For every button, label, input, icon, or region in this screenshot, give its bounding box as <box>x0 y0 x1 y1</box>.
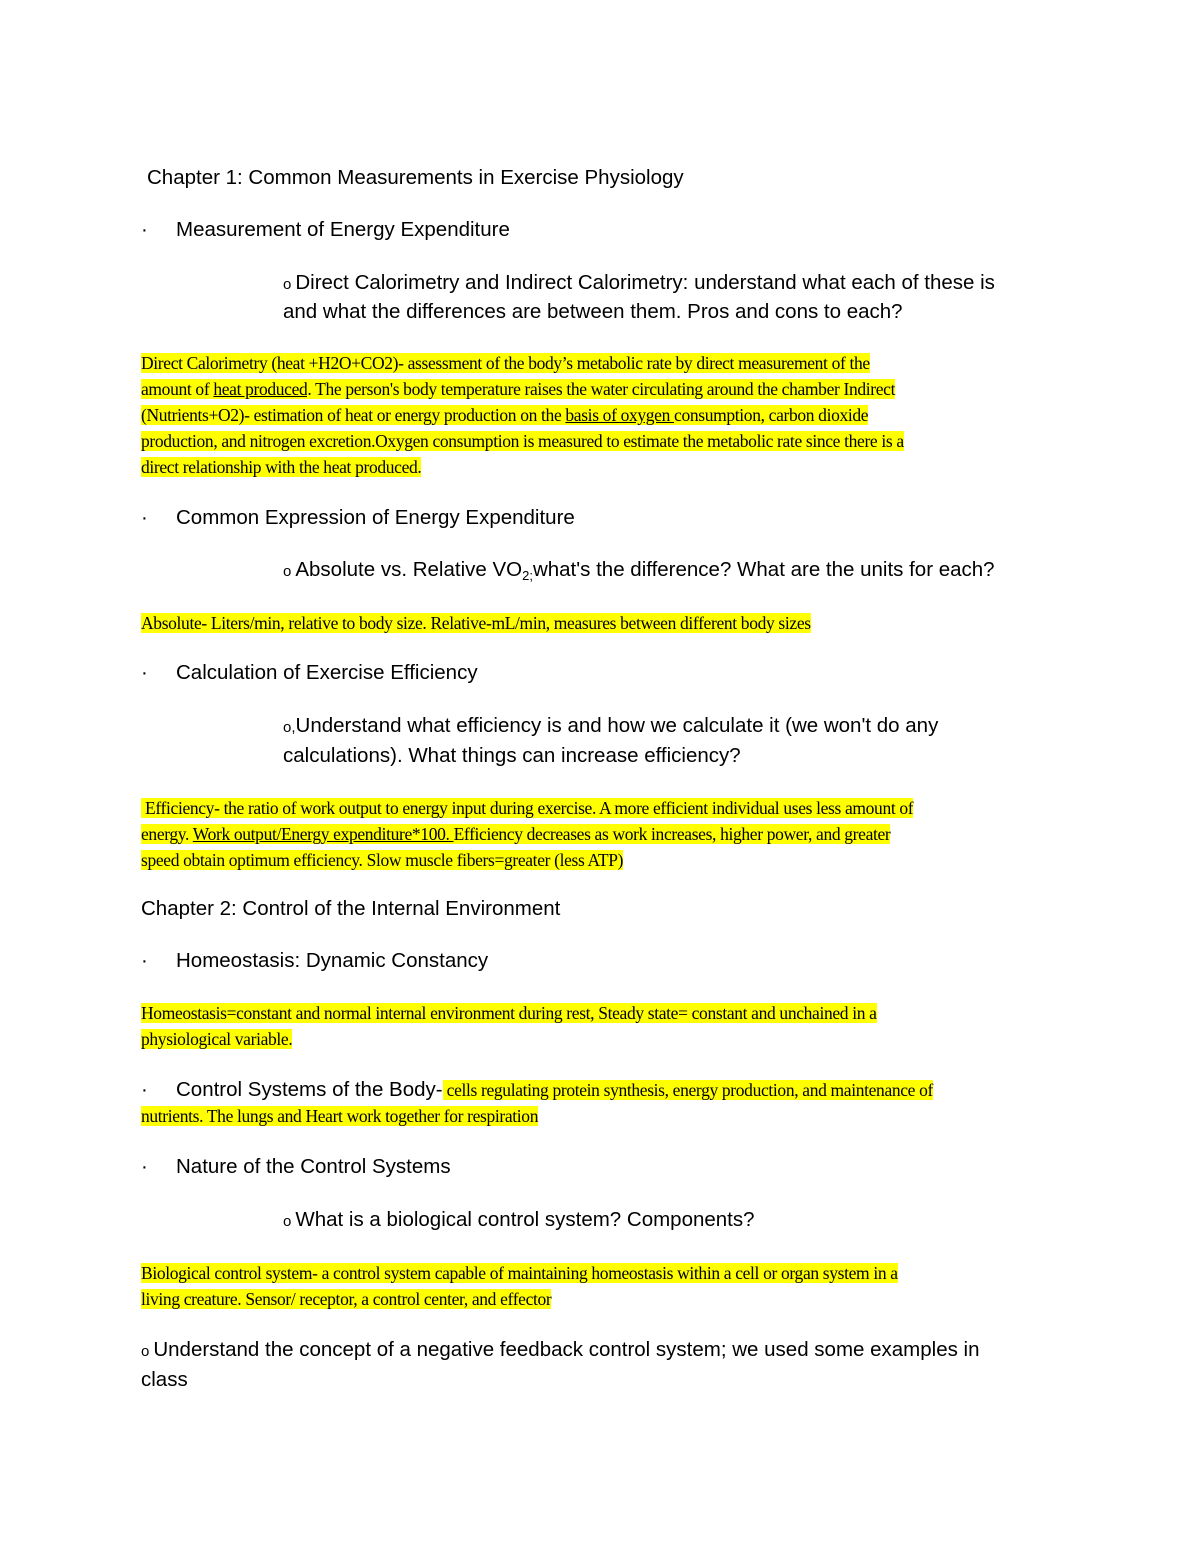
question-efficiency-line-2: calculations). What things can increase efficiency? <box>283 744 741 767</box>
circle-bullet-icon: o <box>283 1213 292 1230</box>
highlighted-text: Absolute- Liters/min, relative to body size. Relative-mL/min, measures between different body sizes <box>141 613 811 633</box>
chapter-2-title: Chapter 2: Control of the Internal Environment <box>141 897 561 920</box>
highlighted-text: direct relationship with the heat produced. <box>141 457 422 477</box>
answer-biological-control-line-2 <box>141 1286 551 1312</box>
answer-efficiency-line-3 <box>141 847 623 873</box>
question-calorimetry-line-2: and what the differences are between them. Pros and cons to each? <box>283 300 903 323</box>
highlighted-text: nutrients. The lungs and Heart work together for respiration <box>141 1106 539 1126</box>
question-text: Understand what efficiency is and how we calculate it (we won't do any <box>295 714 939 737</box>
highlighted-text: consumption, carbon dioxide <box>674 405 869 425</box>
circle-bullet-icon: o <box>283 276 292 293</box>
answer-calorimetry-line-1 <box>141 350 870 376</box>
highlighted-text: energy. <box>141 824 193 844</box>
answer-vo2 <box>141 610 811 636</box>
highlighted-text: cells regulating protein synthesis, energy production, and maintenance of <box>442 1080 933 1100</box>
question-calorimetry-line-1 <box>283 268 995 300</box>
question-text: what's the difference? What are the units for each? <box>532 558 995 581</box>
question-text: Understand the concept of a negative feedback control system; we used some examples in <box>153 1338 980 1361</box>
question-negative-feedback-line-1 <box>141 1335 980 1367</box>
question-text: Direct Calorimetry and Indirect Calorimetry: understand what each of these is <box>295 271 995 294</box>
section-heading-efficiency <box>141 658 478 688</box>
section-heading-nature-control <box>141 1152 451 1182</box>
highlighted-text: Direct Calorimetry (heat +H2O+CO2)- assessment of the body’s metabolic rate by direct measurement of the <box>141 353 870 373</box>
highlighted-text: (Nutrients+O2)- estimation of heat or energy production on the <box>141 405 566 425</box>
section-heading-homeostasis <box>141 946 488 976</box>
section-heading-text: Common Expression of Energy Expenditure <box>176 506 575 529</box>
question-efficiency-line-1 <box>283 711 938 743</box>
bullet-icon: · <box>141 949 148 972</box>
highlighted-text: Biological control system- a control system capable of maintaining homeostasis within a cell or organ system in a <box>141 1263 898 1283</box>
highlighted-text: amount of <box>141 379 214 399</box>
section-heading-energy-expenditure <box>141 215 510 245</box>
highlighted-text: physiological variable. <box>141 1029 293 1049</box>
answer-efficiency-line-2 <box>141 821 890 847</box>
underlined-text: basis of oxygen <box>565 405 675 425</box>
question-biological-control <box>283 1205 755 1237</box>
section-heading-text: Homeostasis: Dynamic Constancy <box>176 949 489 972</box>
question-negative-feedback-line-2: class <box>141 1368 188 1391</box>
question-vo2 <box>283 555 995 587</box>
section-heading-text: Control Systems of the Body- <box>176 1078 443 1101</box>
highlighted-text: speed obtain optimum efficiency. Slow muscle fibers=greater (less ATP) <box>141 850 624 870</box>
highlighted-text: . The person's body temperature raises the water circulating around the chamber Indirect <box>307 379 896 399</box>
underlined-text: Work output/Energy expenditure*100. <box>192 824 454 844</box>
answer-calorimetry-line-2 <box>141 376 895 402</box>
section-heading-text: Calculation of Exercise Efficiency <box>176 661 478 684</box>
highlighted-text: Efficiency- the ratio of work output to energy input during exercise. A more efficient individual uses less amount of <box>141 798 913 818</box>
subscript-text: 2; <box>522 568 533 583</box>
answer-calorimetry-line-3 <box>141 402 868 428</box>
bullet-icon: · <box>141 218 148 241</box>
question-text: Absolute vs. Relative VO <box>295 558 523 581</box>
answer-calorimetry-line-4 <box>141 428 904 454</box>
highlighted-text: Homeostasis=constant and normal internal environment during rest, Steady state= constant and unchained in a <box>141 1003 877 1023</box>
circle-bullet-icon: o <box>141 1343 150 1360</box>
bullet-icon: · <box>141 661 148 684</box>
answer-control-systems-line-2 <box>141 1103 538 1129</box>
section-heading-common-expression <box>141 503 575 533</box>
bullet-icon: · <box>141 1155 148 1178</box>
answer-biological-control-line-1 <box>141 1260 898 1286</box>
section-heading-text: Nature of the Control Systems <box>176 1155 451 1178</box>
underlined-text: heat produced <box>213 379 308 399</box>
circle-bullet-icon: o, <box>283 719 296 736</box>
circle-bullet-icon: o <box>283 563 292 580</box>
answer-calorimetry-line-5 <box>141 454 421 480</box>
highlighted-text: living creature. Sensor/ receptor, a control center, and effector <box>141 1289 552 1309</box>
answer-homeostasis-line-1 <box>141 1000 877 1026</box>
chapter-1-title: Chapter 1: Common Measurements in Exercise Physiology <box>147 166 684 189</box>
highlighted-text: production, and nitrogen excretion.Oxygen consumption is measured to estimate the metabolic rate since there is a <box>141 431 904 451</box>
answer-homeostasis-line-2 <box>141 1026 292 1052</box>
question-text: What is a biological control system? Components? <box>295 1208 755 1231</box>
answer-efficiency-line-1 <box>141 795 913 821</box>
section-heading-text: Measurement of Energy Expenditure <box>176 218 510 241</box>
bullet-icon: · <box>141 506 148 529</box>
highlighted-text: Efficiency decreases as work increases, higher power, and greater <box>453 824 891 844</box>
bullet-icon: · <box>141 1078 148 1101</box>
section-heading-control-systems <box>141 1075 933 1105</box>
